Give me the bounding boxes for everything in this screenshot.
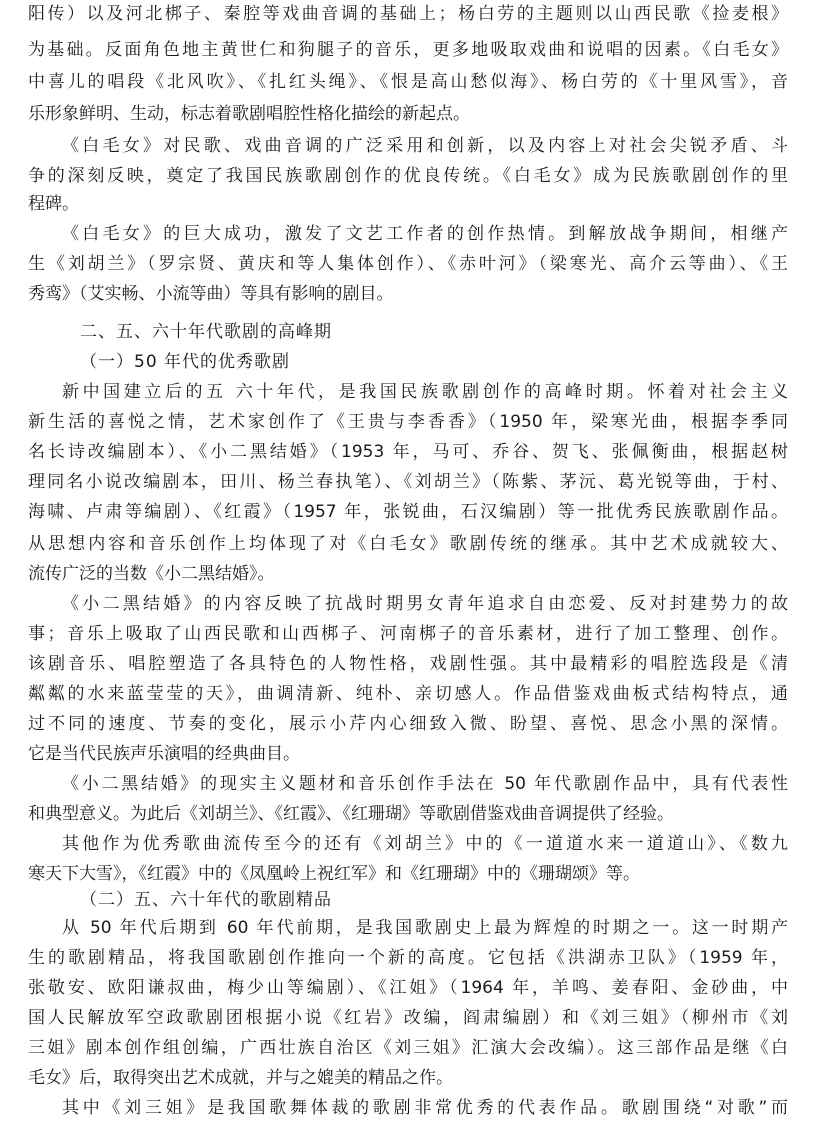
text-line: 争的深刻反映，奠定了我国民族歌剧创作的优良传统。《白毛女》成为民族歌剧创作的里: [28, 166, 788, 186]
paragraph-first-line: 《白毛女》对民歌、戏曲音调的广泛采用和创新，以及内容上对社会尖锐矛盾、斗: [62, 136, 788, 156]
text-line: 程碑。: [28, 194, 79, 214]
paragraph-first-line: 从 50 年代后期到 60 年代前期，是我国歌剧史上最为辉煌的时期之一。这一时期产: [62, 918, 788, 938]
text-line: 生《刘胡兰》（罗宗贤、黄庆和等人集体创作）、《赤叶河》（梁寒光、高介云等曲）、《王: [28, 254, 788, 274]
text-line: 三姐》剧本创作组创编，广西壮族自治区《刘三姐》汇演大会改编）。这三部作品是继《白: [28, 1038, 788, 1058]
subsection-heading: （一）50 年代的优秀歌剧: [80, 352, 291, 372]
text-line: 该剧音乐、唱腔塑造了各具特色的人物性格，戏剧性强。其中最精彩的唱腔选段是《清: [28, 654, 788, 674]
text-line: 为基础。反面角色地主黄世仁和狗腿子的音乐，更多地吸取戏曲和说唱的因素。《白毛女》: [28, 40, 788, 60]
text-line: 事；音乐上吸取了山西民歌和山西梆子、河南梆子的音乐素材，进行了加工整理、创作。: [28, 624, 788, 644]
text-line: 流传广泛的当数《小二黑结婚》。: [28, 564, 275, 584]
paragraph-first-line: 《小二黑结婚》的内容反映了抗战时期男女青年追求自由恋爱、反对封建势力的故: [62, 594, 788, 614]
text-line: 阳传）以及河北梆子、秦腔等戏曲音调的基础上；杨白劳的主题则以山西民歌《捡麦根》: [28, 4, 788, 24]
text-line: 寒天下大雪》，《红霞》中的《凤凰岭上祝红军》和《红珊瑚》中的《珊瑚颂》等。: [28, 864, 640, 884]
text-line: 粼粼的水来蓝莹莹的天》，曲调清新、纯朴、亲切感人。作品借鉴戏曲板式结构特点，通: [28, 684, 788, 704]
text-line: 毛女》后，取得突出艺术成就，并与之媲美的精品之作。: [28, 1068, 453, 1088]
text-line: 理同名小说改编剧本，田川、杨兰春执笔）、《刘胡兰》（陈紫、茅沅、葛光锐等曲，于村、: [28, 472, 788, 492]
text-line: 国人民解放军空政歌剧团根据小说《红岩》改编，阎肃编剧）和《刘三姐》（柳州市《刘: [28, 1008, 788, 1028]
text-line: 张敬安、欧阳谦叔曲，梅少山等编剧）、《江姐》（1964 年，羊鸣、姜春阳、金砂曲，中: [28, 978, 788, 998]
text-line: 秀鸾》（艾实畅、小流等曲）等具有影响的剧目。: [28, 284, 394, 304]
text-line: 中喜儿的唱段《北风吹》、《扎红头绳》、《恨是高山愁似海》、杨白劳的《十里风雪》，音: [28, 72, 788, 92]
paragraph-first-line: 《小二黑结婚》的现实主义题材和音乐创作手法在 50 年代歌剧作品中，具有代表性: [62, 774, 788, 794]
paragraph-first-line: 其中《刘三姐》是我国歌舞体裁的歌剧非常优秀的代表作品。歌剧围绕“对歌”而: [62, 1098, 788, 1118]
text-line: 从思想内容和音乐创作上均体现了对《白毛女》歌剧传统的继承。其中艺术成就较大、: [28, 534, 788, 554]
text-line: 和典型意义。为此后《刘胡兰》、《红霞》、《红珊瑚》等歌剧借鉴戏曲音调提供了经验。: [28, 804, 674, 824]
text-line: 过不同的速度、节奏的变化，展示小芹内心细致入微、盼望、喜悦、思念小黑的深情。: [28, 714, 788, 734]
text-line: 海啸、卢肃等编剧）、《红霞》（1957 年，张锐曲，石汉编剧）等一批优秀民族歌剧作品。: [28, 502, 788, 522]
text-line: 乐形象鲜明、生动，标志着歌剧唱腔性格化描绘的新起点。: [28, 104, 470, 124]
paragraph-first-line: 《白毛女》的巨大成功，激发了文艺工作者的创作热情。到解放战争期间，相继产: [62, 224, 788, 244]
section-heading: 二、五、六十年代歌剧的高峰期: [80, 322, 332, 342]
text-line: 它是当代民族声乐演唱的经典曲目。: [28, 744, 300, 764]
text-line: 名长诗改编剧本）、《小二黑结婚》（1953 年，马可、乔谷、贺飞、张佩衡曲，根据赵树: [28, 442, 788, 462]
subsection-heading: （二）五、六十年代的歌剧精品: [80, 890, 332, 910]
paragraph-first-line: 其他作为优秀歌曲流传至今的还有《刘胡兰》中的《一道道水来一道道山》、《数九: [62, 834, 788, 854]
text-line: 新生活的喜悦之情，艺术家创作了《王贵与李香香》（1950 年，梁寒光曲，根据李季同: [28, 412, 788, 432]
text-line: 生的歌剧精品，将我国歌剧创作推向一个新的高度。它包括《洪湖赤卫队》（1959 年，: [28, 948, 788, 968]
paragraph-first-line: 新中国建立后的五 六十年代，是我国民族歌剧创作的高峰时期。怀着对社会主义: [62, 382, 788, 402]
